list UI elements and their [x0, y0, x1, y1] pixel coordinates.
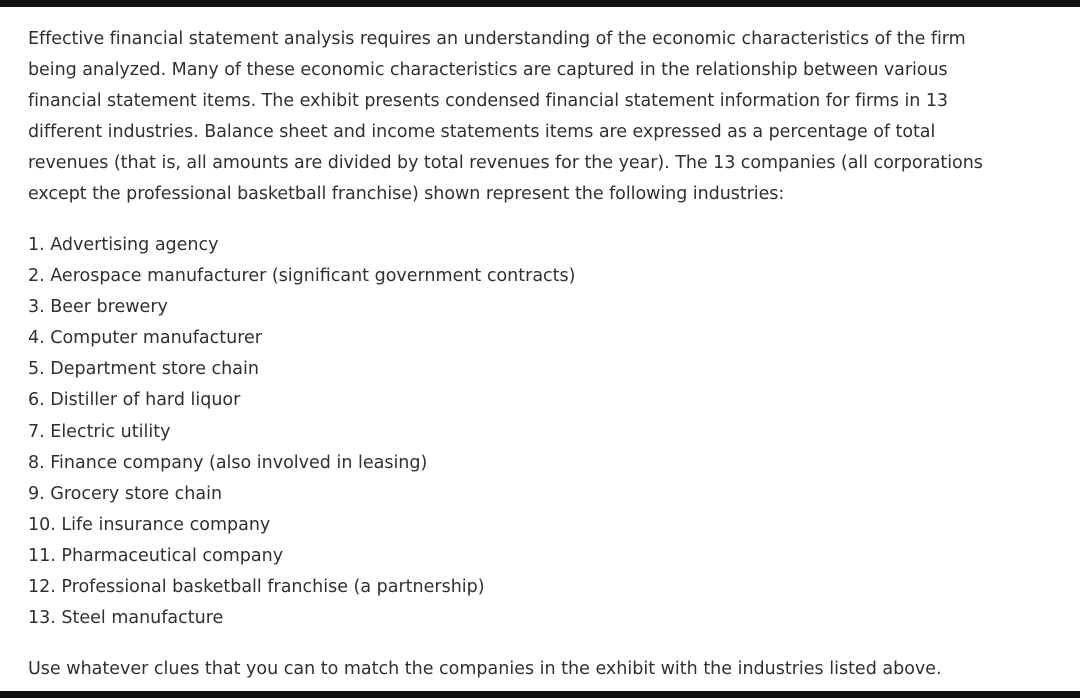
list-item: 8. Finance company (also involved in leasing) — [28, 452, 428, 473]
list-item: 6. Distiller of hard liquor — [28, 390, 241, 411]
intro-line: being analyzed. Many of these economic characteristics are captured in the relationship between various — [28, 60, 948, 80]
intro-line: different industries. Balance sheet and income statements items are expressed as a percentage of total — [28, 122, 936, 142]
intro-line: revenues (that is, all amounts are divided by total revenues for the year). The 13 companies (all corporations — [28, 153, 983, 173]
list-item: 11. Pharmaceutical company — [28, 545, 284, 566]
list-item: 3. Beer brewery — [28, 297, 168, 318]
top-border — [0, 0, 1080, 7]
industry-list — [28, 230, 1068, 634]
list-item: 12. Professional basketball franchise (a partnership) — [28, 577, 485, 598]
list-item: 9. Grocery store chain — [28, 483, 223, 504]
closing-instruction: Use whatever clues that you can to match the companies in the exhibit with the industries listed above. — [28, 659, 942, 680]
bottom-border — [0, 691, 1080, 698]
list-item: 13. Steel manufacture — [28, 608, 224, 629]
list-item: 5. Department store chain — [28, 359, 259, 380]
intro-line: except the professional basketball franchise) shown represent the following industries: — [28, 184, 785, 204]
list-item: 4. Computer manufacturer — [28, 328, 263, 349]
document-body — [28, 24, 1068, 685]
list-item: 2. Aerospace manufacturer (significant government contracts) — [28, 266, 576, 287]
list-item: 7. Electric utility — [28, 421, 171, 442]
list-item: 10. Life insurance company — [28, 514, 271, 535]
intro-paragraph — [28, 24, 1068, 210]
intro-line: Effective financial statement analysis requires an understanding of the economic characteristics of the firm — [28, 29, 966, 49]
intro-line: financial statement items. The exhibit presents condensed financial statement information for firms in 13 — [28, 91, 949, 111]
list-item: 1. Advertising agency — [28, 235, 219, 255]
